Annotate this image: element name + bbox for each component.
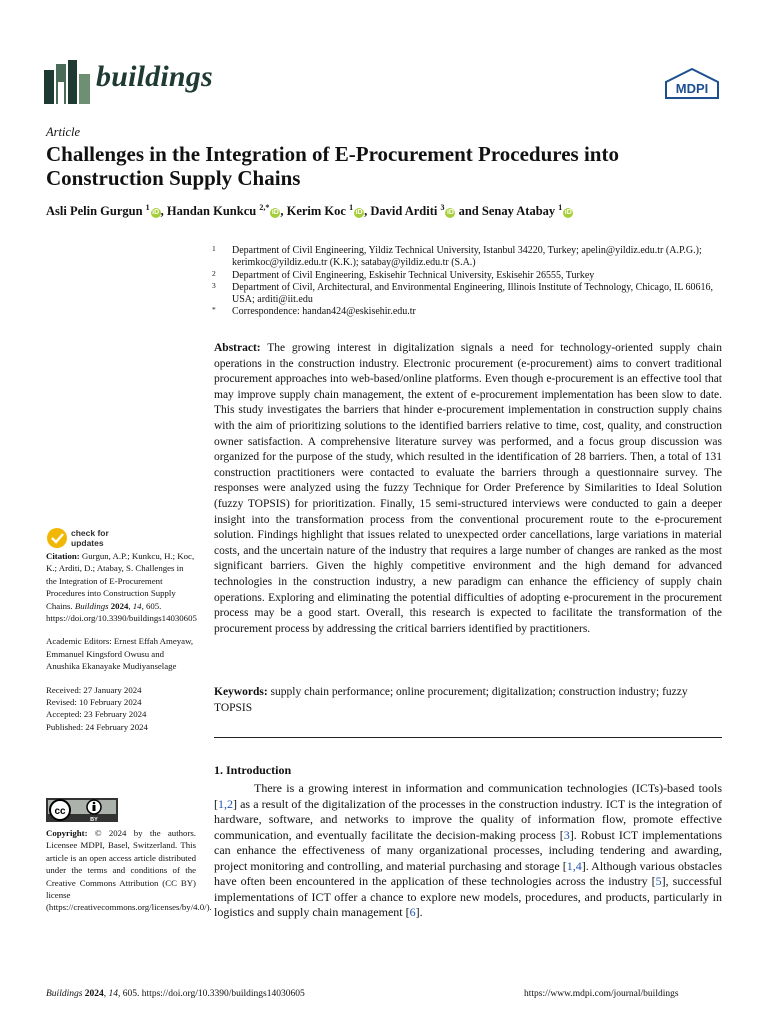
check-for-updates-icon[interactable]: [46, 525, 166, 551]
copyright-notice: Copyright: © 2024 by the authors. Licensee MDPI, Basel, Switzerland. This article is an open access article distributed under the terms and conditions of the Creative Commons Attribution (CC BY) license (https://creativecommons.org/licenses/by/4.0/).: [46, 828, 212, 913]
cc-by-license-icon[interactable]: [46, 798, 118, 822]
svg-text:cc: cc: [54, 806, 66, 817]
journal-name: buildings: [96, 60, 213, 93]
received-date: Received: 27 January 2024: [46, 684, 142, 695]
svg-text:check for: check for: [71, 528, 109, 538]
footer-journal-url[interactable]: https://www.mdpi.com/journal/buildings: [524, 989, 679, 999]
citation-link[interactable]: 3: [563, 827, 570, 842]
mdpi-logo-icon: [664, 68, 720, 100]
affiliation-item: * Correspondence: handan424@eskisehir.edu.tr: [212, 305, 416, 318]
svg-text:updates: updates: [71, 538, 104, 548]
author-affiliation-mark: 1: [349, 203, 354, 212]
buildings-logo-icon: [44, 60, 90, 104]
article-type: Article: [46, 125, 81, 139]
orcid-icon[interactable]: iD: [355, 209, 363, 217]
accepted-date: Accepted: 23 February 2024: [46, 709, 147, 720]
orcid-icon[interactable]: iD: [564, 209, 572, 217]
article-info-sidebar: [46, 550, 196, 733]
abstract-label: Abstract:: [214, 342, 261, 354]
affiliation-item: 3 Department of Civil, Architectural, and Environmental Engineering, Illinois Institute of Technology, Chicago, IL 60616, USA; arditi@iit.edu: [212, 280, 714, 306]
orcid-icon[interactable]: iD: [446, 209, 454, 217]
author-name[interactable]: Senay Atabay: [481, 204, 556, 219]
author-affiliation-mark: 2,*: [259, 203, 270, 212]
affiliation-item: 1 Department of Civil Engineering, Yildiz Technical University, Istanbul 34220, Turkey; apelin@yildiz.edu.tr (A.P.G.); kerimkoc@yildiz.edu.tr (K.K.); satabay@yildiz.edu.tr (S.A.): [212, 244, 702, 269]
citation-link[interactable]: 1,4: [566, 858, 582, 873]
affiliation-item: 2 Department of Civil Engineering, Eskisehir Technical University, Eskisehir 26555, Turkey: [212, 268, 595, 281]
author-name[interactable]: Kerim Koc: [286, 204, 346, 219]
abstract-text: The growing interest in digitalization signals a need for technology-oriented supply chain operations in the construction industry. Electronic procurement (e-procurement) aims to convert traditional procurement approaches into web-based/online platforms. Even though e-procurement is an effective tool that may improve supply chain management, the extent of e-procurement implementation has been slow to date. This study investigates the barriers that hinder e-procurement implementation in construction supply chains with the aim of prioritizing solutions to the identified barriers relative to time, cost, quality, and construction owner satisfaction. A comprehensive literature survey was performed, and a focus group discussion was organized for the purpose of the study, which resulted in the identification of 28 barriers. Then, a total of 131 construction practitioners were contacted to evaluate the barriers through a questionnaire survey. The responses were analyzed using the fuzzy Technique for Order Preference by Similarities to Ideal Solution (fuzzy TOPSIS) for prioritization. Finally, 15 semi-structured interviews were conducted to gain a deeper insight into the transformation process from the conventional procurement route to the e-procurement solution. Findings highlight that issues related to unexpected order cancellations, large variations in material costs, and the uncertain nature of the industry that requires a large number of changes are ranked as the most significant barriers. Given the highly competitive environment and the high demand for advanced technologies in the construction industry, a new paradigm can enhance the efficiency of supply chain operations. Exploring and eliminating the potential difficulties of adopting e-procurement in the procurement process may be a good start. Overall, this research is expected to facilitate the transformation of the procurement process by addressing the critical barriers identified by practitioners.: [214, 342, 722, 635]
revised-date: Revised: 10 February 2024: [46, 697, 142, 708]
citation: Citation: Gurgun, A.P.; Kunkcu, H.; Koc, K.; Arditi, D.; Atabay, S. Challenges in the Integration of E-Procurement Procedures into Construction Supply Chains. Buildings 2024, 14, 605. https://doi.org/10.3390/buildings14030605: [46, 551, 197, 624]
article-title: Challenges in the Integration of E-Procurement Procedures into Construction Supply Chains: [46, 142, 619, 190]
abstract: [214, 341, 722, 637]
orcid-icon[interactable]: iD: [152, 209, 160, 217]
orcid-icon[interactable]: iD: [271, 209, 279, 217]
author-name[interactable]: Handan Kunkcu: [166, 204, 257, 219]
citation-link[interactable]: 5: [655, 874, 662, 888]
keywords-text: supply chain performance; online procurement; digitalization; construction industry; fuzzy TOPSIS: [214, 686, 688, 714]
author-affiliation-mark: 1: [558, 203, 563, 212]
footer-citation: Buildings 2024, 14, 605. https://doi.org/10.3390/buildings14030605: [46, 989, 305, 999]
author-list: Asli Pelin Gurgun $^1$iD , Handan Kunkcu $^{2,*}$iD , Kerim Koc $^1$iD , David Arditi $^3$iD and Senay Atabay $^1$iD: [46, 203, 572, 219]
keywords-label: Keywords:: [214, 686, 268, 698]
author-affiliation-mark: 3: [440, 203, 445, 212]
section-heading: 1. Introduction: [214, 763, 292, 777]
author-affiliation-mark: 1: [145, 203, 150, 212]
mdpi-logo-text: MDPI: [675, 81, 709, 96]
citation-link[interactable]: 1,2: [218, 796, 233, 811]
author-name[interactable]: David Arditi: [370, 204, 438, 219]
keywords: [214, 685, 722, 716]
intro-paragraph: There is a growing interest in information and communication technologies (ICTs)-based tools [1,2] as a result of the digitalization of the processes in the construction industry. ICT is the integration of hardware, software, and networks to improve the quality of information flow, promote effective communication, and eventually facilitate the decision-making process [3]. Robust ICT implementations can enhance the effectiveness of many organizational processes, including tendering and awarding, project monitoring and controlling, and material purchasing and storage [1,4]. Although various obstacles have often been encountered in the application of these technologies across the industry [5], successful implementations of ICT offer a chance to explore new models, procedures, and products, particularly in logistics and supply chain management [6].: [214, 781, 722, 919]
citation-link[interactable]: 6: [409, 905, 416, 919]
affiliations: [210, 245, 720, 319]
published-date: Published: 24 February 2024: [46, 721, 148, 732]
author-name[interactable]: Asli Pelin Gurgun: [46, 204, 143, 219]
academic-editors: Academic Editors: Ernest Effah Ameyaw, Emmanuel Kingsford Owusu and Anushika Ekanayake Mudiyanselage: [46, 636, 194, 672]
section-divider: [214, 737, 722, 738]
license-badge-text: BY: [90, 817, 98, 822]
